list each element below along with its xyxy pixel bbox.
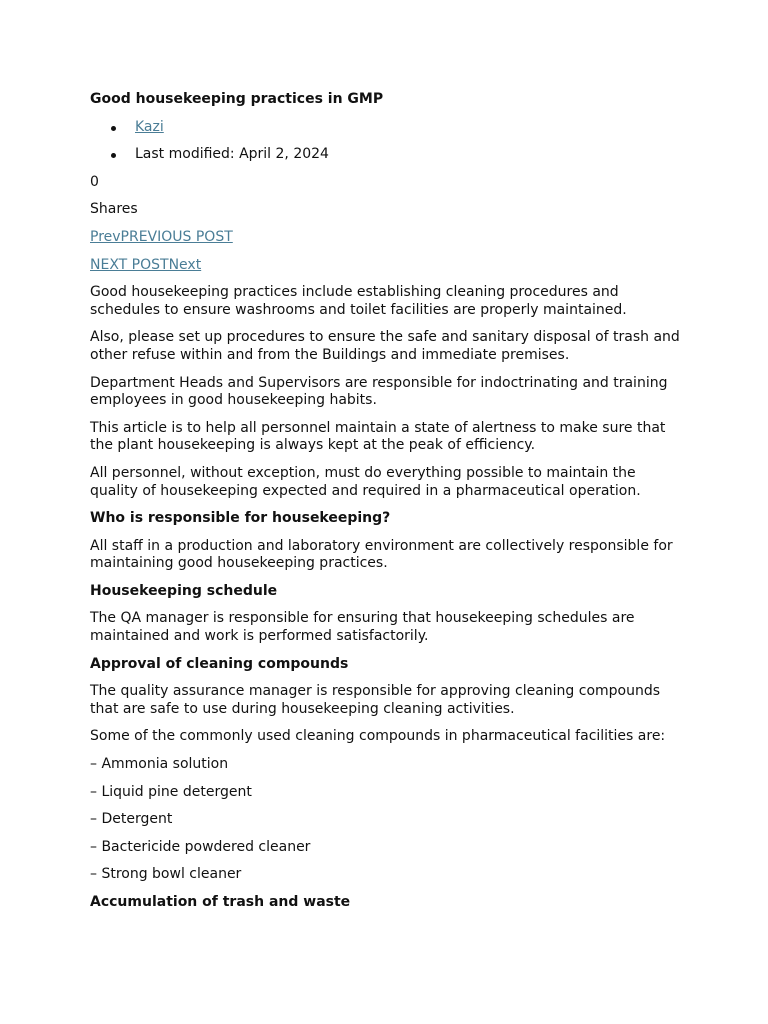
compound-item: – Detergent (90, 811, 173, 828)
section-heading-responsible: Who is responsible for housekeeping? (90, 510, 391, 527)
next-post (90, 257, 680, 275)
compound-item: – Bactericide powdered cleaner (90, 838, 311, 855)
prev-post-link[interactable]: PrevPREVIOUS POST (90, 228, 233, 245)
section-heading-approval: Approval of cleaning compounds (90, 655, 349, 672)
article (90, 91, 680, 922)
prev-post (90, 229, 680, 247)
article-meta (90, 119, 680, 164)
share-label: Shares (90, 201, 138, 218)
compound-item: – Liquid pine detergent (90, 783, 252, 800)
bullet-icon (111, 153, 116, 158)
section-text-schedule: The QA manager is responsible for ensuring that housekeeping schedules are maintained and work is performed satisfactorily. (90, 610, 635, 645)
paragraph: Good housekeeping practices include establishing cleaning procedures and schedules to ensure washrooms and toilet facilities are properly maintained. (90, 284, 627, 318)
section-text-approval: The quality assurance manager is responsible for approving cleaning compounds that are safe to use during housekeeping cleaning activities. (90, 683, 661, 717)
section-text-responsible: All staff in a production and laboratory environment are collectively responsible for maintaining good housekeeping practices. (90, 537, 673, 572)
paragraph: Department Heads and Supervisors are responsible for indoctrinating and training employees in good housekeeping habits. (90, 374, 668, 409)
page-title: Good housekeeping practices in GMP (90, 91, 384, 107)
paragraph: Also, please set up procedures to ensure the safe and sanitary disposal of trash and other refuse within and from the Buildings and immediate premises. (90, 329, 680, 363)
paragraph: All personnel, without exception, must do everything possible to maintain the quality of housekeeping expected and required in a pharmaceutical operation. (90, 464, 641, 499)
next-post-link[interactable]: NEXT POSTNext (90, 256, 202, 273)
author-item (90, 119, 680, 137)
section-heading-schedule: Housekeeping schedule (90, 582, 278, 599)
author-link[interactable]: Kazi (135, 118, 164, 135)
compounds-intro: Some of the commonly used cleaning compounds in pharmaceutical facilities are: (90, 728, 666, 745)
compound-item: – Ammonia solution (90, 756, 229, 773)
bullet-icon (111, 126, 116, 131)
paragraph: This article is to help all personnel maintain a state of alertness to make sure that the plant housekeeping is always kept at the peak of efficiency. (90, 419, 666, 454)
compound-item: – Strong bowl cleaner (90, 866, 242, 883)
last-modified-item (90, 146, 680, 164)
last-modified-text: Last modified: April 2, 2024 (135, 146, 329, 163)
share-count: 0 (90, 173, 99, 190)
section-heading-trash: Accumulation of trash and waste (90, 894, 351, 910)
